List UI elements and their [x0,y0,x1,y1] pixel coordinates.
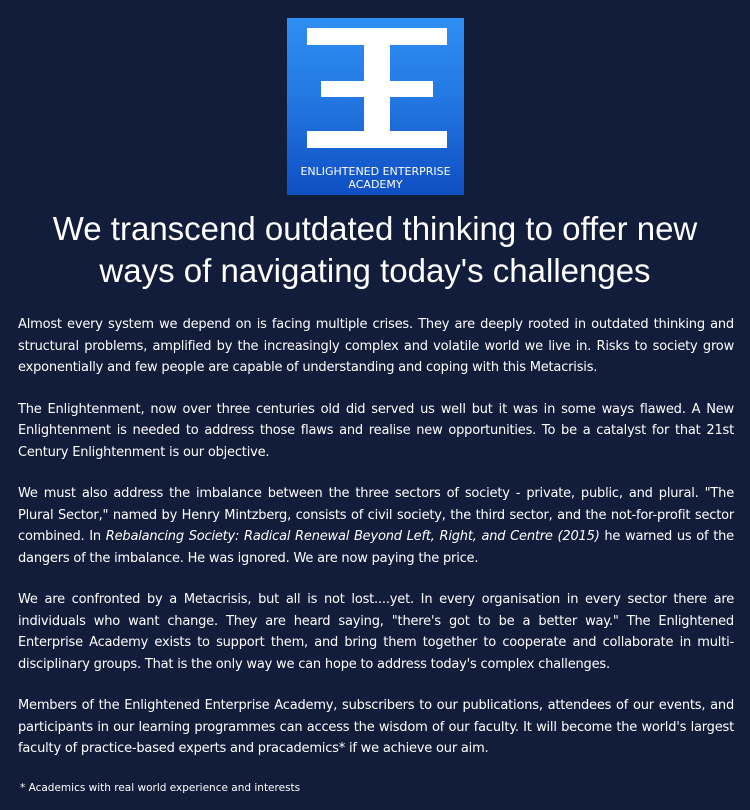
paragraph-membership: Members of the Enlightened Enterprise Academy, subscribers to our publications, attendees of our events, and participants in our learning programmes can access the wisdom of our faculty. It will become the world's largest faculty of practice-based experts and pracademics* if we achieve our aim. [18,698,734,756]
headline-line1: We transcend outdated thinking to offer new [52,210,698,247]
paragraph-enlightenment: The Enlightenment, now over three centuries old did served us well but it was in some ways flawed. A New Enlightenment is needed to address those flaws and realise new opportunities. To be a catalyst for that 21st Century Enlightenment is our objective. [18,401,734,460]
book-title: Rebalancing Society: Radical Renewal Beyond Left, Right, and Centre (2015) [105,529,600,544]
headline-line2: ways of navigating today's challenges [99,252,651,289]
paragraph-academy-purpose: We are confronted by a Metacrisis, but all is not lost....yet. In every organisation in every sector there are individuals who want change. They are heard saying, "there's got to be a better way." The Enlightened Enterprise Academy exists to support them, and bring them together to cooperate and collaborate in multi-disciplinary groups. That is the only way we can hope to address today's complex challenges. [18,592,734,672]
body-content [18,314,734,780]
academy-logo [287,18,464,195]
footnote: * Academics with real world experience and interests [20,782,301,794]
logo-caption-line1: ENLIGHTENED ENTERPRISE [300,165,451,178]
paragraph-plural-sector-text-b: he warned us of the dangers of the imbalance. He was ignored. We are now paying the price. [18,529,734,566]
paragraph-plural-sector [18,483,734,569]
logo-caption [287,165,464,191]
logo-caption-line2: ACADEMY [348,178,403,191]
paragraph-metacrisis: Almost every system we depend on is facing multiple crises. They are deeply rooted in outdated thinking and structural problems, amplified by the increasingly complex and volatile world we live in. Risks to society grow exponentially and few people are capable of understanding and coping with this Metacrisis. [18,317,734,375]
page-headline [0,208,750,292]
paragraph-plural-sector-text-a: We must also address the imbalance between the three sectors of society - private, public, and plural. "The Plural Sector," named by Henry Mintzberg, consists of civil society, the third sector, and the not-for-profit sector combined. In [18,486,734,544]
